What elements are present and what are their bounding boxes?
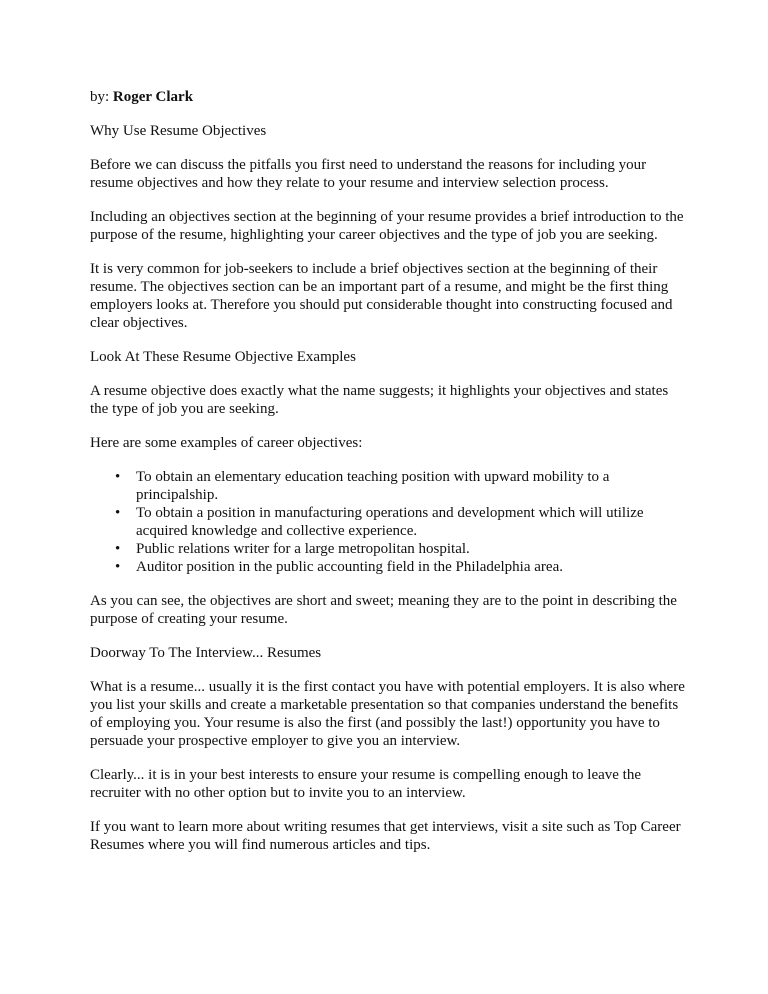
paragraph-doorway-2: Clearly... it is in your best interests to ensure your resume is compelling enough to leave the recruiter with no other option but to invite you to an interview. xyxy=(90,767,641,801)
paragraph-why-1: Before we can discuss the pitfalls you first need to understand the reasons for including your resume objectives and how they relate to your resume and interview selection process. xyxy=(90,157,647,191)
paragraph-doorway-1: What is a resume... usually it is the first contact you have with potential employers. It is also where you list your skills and create a marketable presentation so that companies understand the benefits of employing you. Your resume is also the first (and possibly the last!) opportunity you have to persuade your prospective employer to give you an interview. xyxy=(90,679,685,749)
paragraph-why-2: Including an objectives section at the beginning of your resume provides a brief introduction to the purpose of the resume, highlighting your career objectives and the type of job you are seeking. xyxy=(90,209,684,243)
paragraph-doorway-3: If you want to learn more about writing resumes that get interviews, visit a site such as Top Career Resumes where you will find numerous articles and tips. xyxy=(90,819,681,853)
list-item-text: Public relations writer for a large metropolitan hospital. xyxy=(136,541,470,557)
paragraph-look-1: A resume objective does exactly what the name suggests; it highlights your objectives and states the type of job you are seeking. xyxy=(90,383,669,417)
paragraph-look-3: As you can see, the objectives are short and sweet; meaning they are to the point in describing the purpose of creating your resume. xyxy=(90,593,677,627)
bullet-icon: • xyxy=(115,469,121,485)
list-item-text: Auditor position in the public accounting field in the Philadelphia area. xyxy=(136,559,563,575)
examples-list xyxy=(90,468,690,576)
bullet-icon: • xyxy=(115,559,121,575)
document-page xyxy=(90,88,690,870)
list-item xyxy=(90,504,690,540)
heading-doorway-to-interview: Doorway To The Interview... Resumes xyxy=(90,645,322,661)
list-item xyxy=(90,558,690,576)
paragraph-why-3: It is very common for job-seekers to include a brief objectives section at the beginning of their resume. The objectives section can be an important part of a resume, and might be the first thing employers looks at. Therefore you should put considerable thought into constructing focused and clear objectives. xyxy=(90,261,673,331)
list-item-text: To obtain a position in manufacturing operations and development which will utilize acquired knowledge and collective experience. xyxy=(136,505,644,539)
list-item xyxy=(90,540,690,558)
list-item xyxy=(90,468,690,504)
list-item-text: To obtain an elementary education teaching position with upward mobility to a principalship. xyxy=(136,469,610,503)
byline-prefix: by: xyxy=(90,89,110,105)
paragraph-look-2: Here are some examples of career objectives: xyxy=(90,435,363,451)
bullet-icon: • xyxy=(115,505,121,521)
bullet-icon: • xyxy=(115,541,121,557)
byline xyxy=(90,88,690,106)
heading-why-use-resume-objectives: Why Use Resume Objectives xyxy=(90,123,267,139)
author-name: Roger Clark xyxy=(112,89,194,105)
heading-look-at-examples: Look At These Resume Objective Examples xyxy=(90,349,356,365)
